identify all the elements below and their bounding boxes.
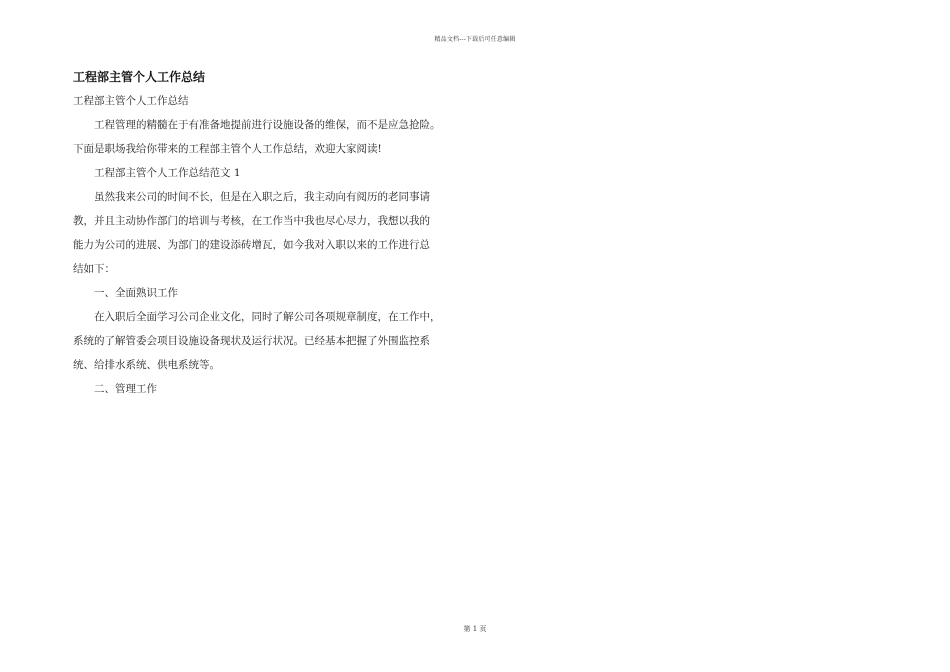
paragraph-subtitle: 工程部主管个人工作总结 bbox=[73, 95, 189, 107]
section-heading: 二、管理工作 bbox=[94, 383, 157, 395]
paragraph-line: 统、给排水系统、供电系统等。 bbox=[73, 359, 220, 371]
paragraph-line: 教，并且主动协作部门的培训与考核，在工作当中我也尽心尽力，我想以我的 bbox=[73, 215, 430, 227]
paragraph-line: 虽然我来公司的时间不长，但是在入职之后，我主动向有阅历的老同事请 bbox=[94, 191, 430, 203]
section-heading: 一、全面熟识工作 bbox=[94, 287, 178, 299]
paragraph-line: 能力为公司的进展、为部门的建设添砖增瓦，如今我对入职以来的工作进行总 bbox=[73, 239, 430, 251]
paragraph-line: 下面是职场我给你带来的工程部主管个人工作总结，欢迎大家阅读! bbox=[73, 143, 382, 155]
section-heading: 工程部主管个人工作总结范文 1 bbox=[94, 167, 241, 179]
header-note: 精品文档---下载后可任意编辑 bbox=[434, 36, 516, 43]
paragraph-line: 在入职后全面学习公司企业文化，同时了解公司各项规章制度，在工作中， bbox=[94, 311, 441, 323]
paragraph-line: 结如下： bbox=[73, 263, 115, 275]
paragraph-line: 工程管理的精髓在于有准备地提前进行设施设备的维保，而不是应急抢险。 bbox=[94, 119, 441, 131]
document-body bbox=[73, 94, 473, 406]
paragraph-line: 系统的了解管委会项目设施设备现状及运行状况。已经基本把握了外围监控系 bbox=[73, 335, 430, 347]
document-title: 工程部主管个人工作总结 bbox=[73, 70, 206, 84]
page-number: 第 1 页 bbox=[463, 625, 487, 633]
